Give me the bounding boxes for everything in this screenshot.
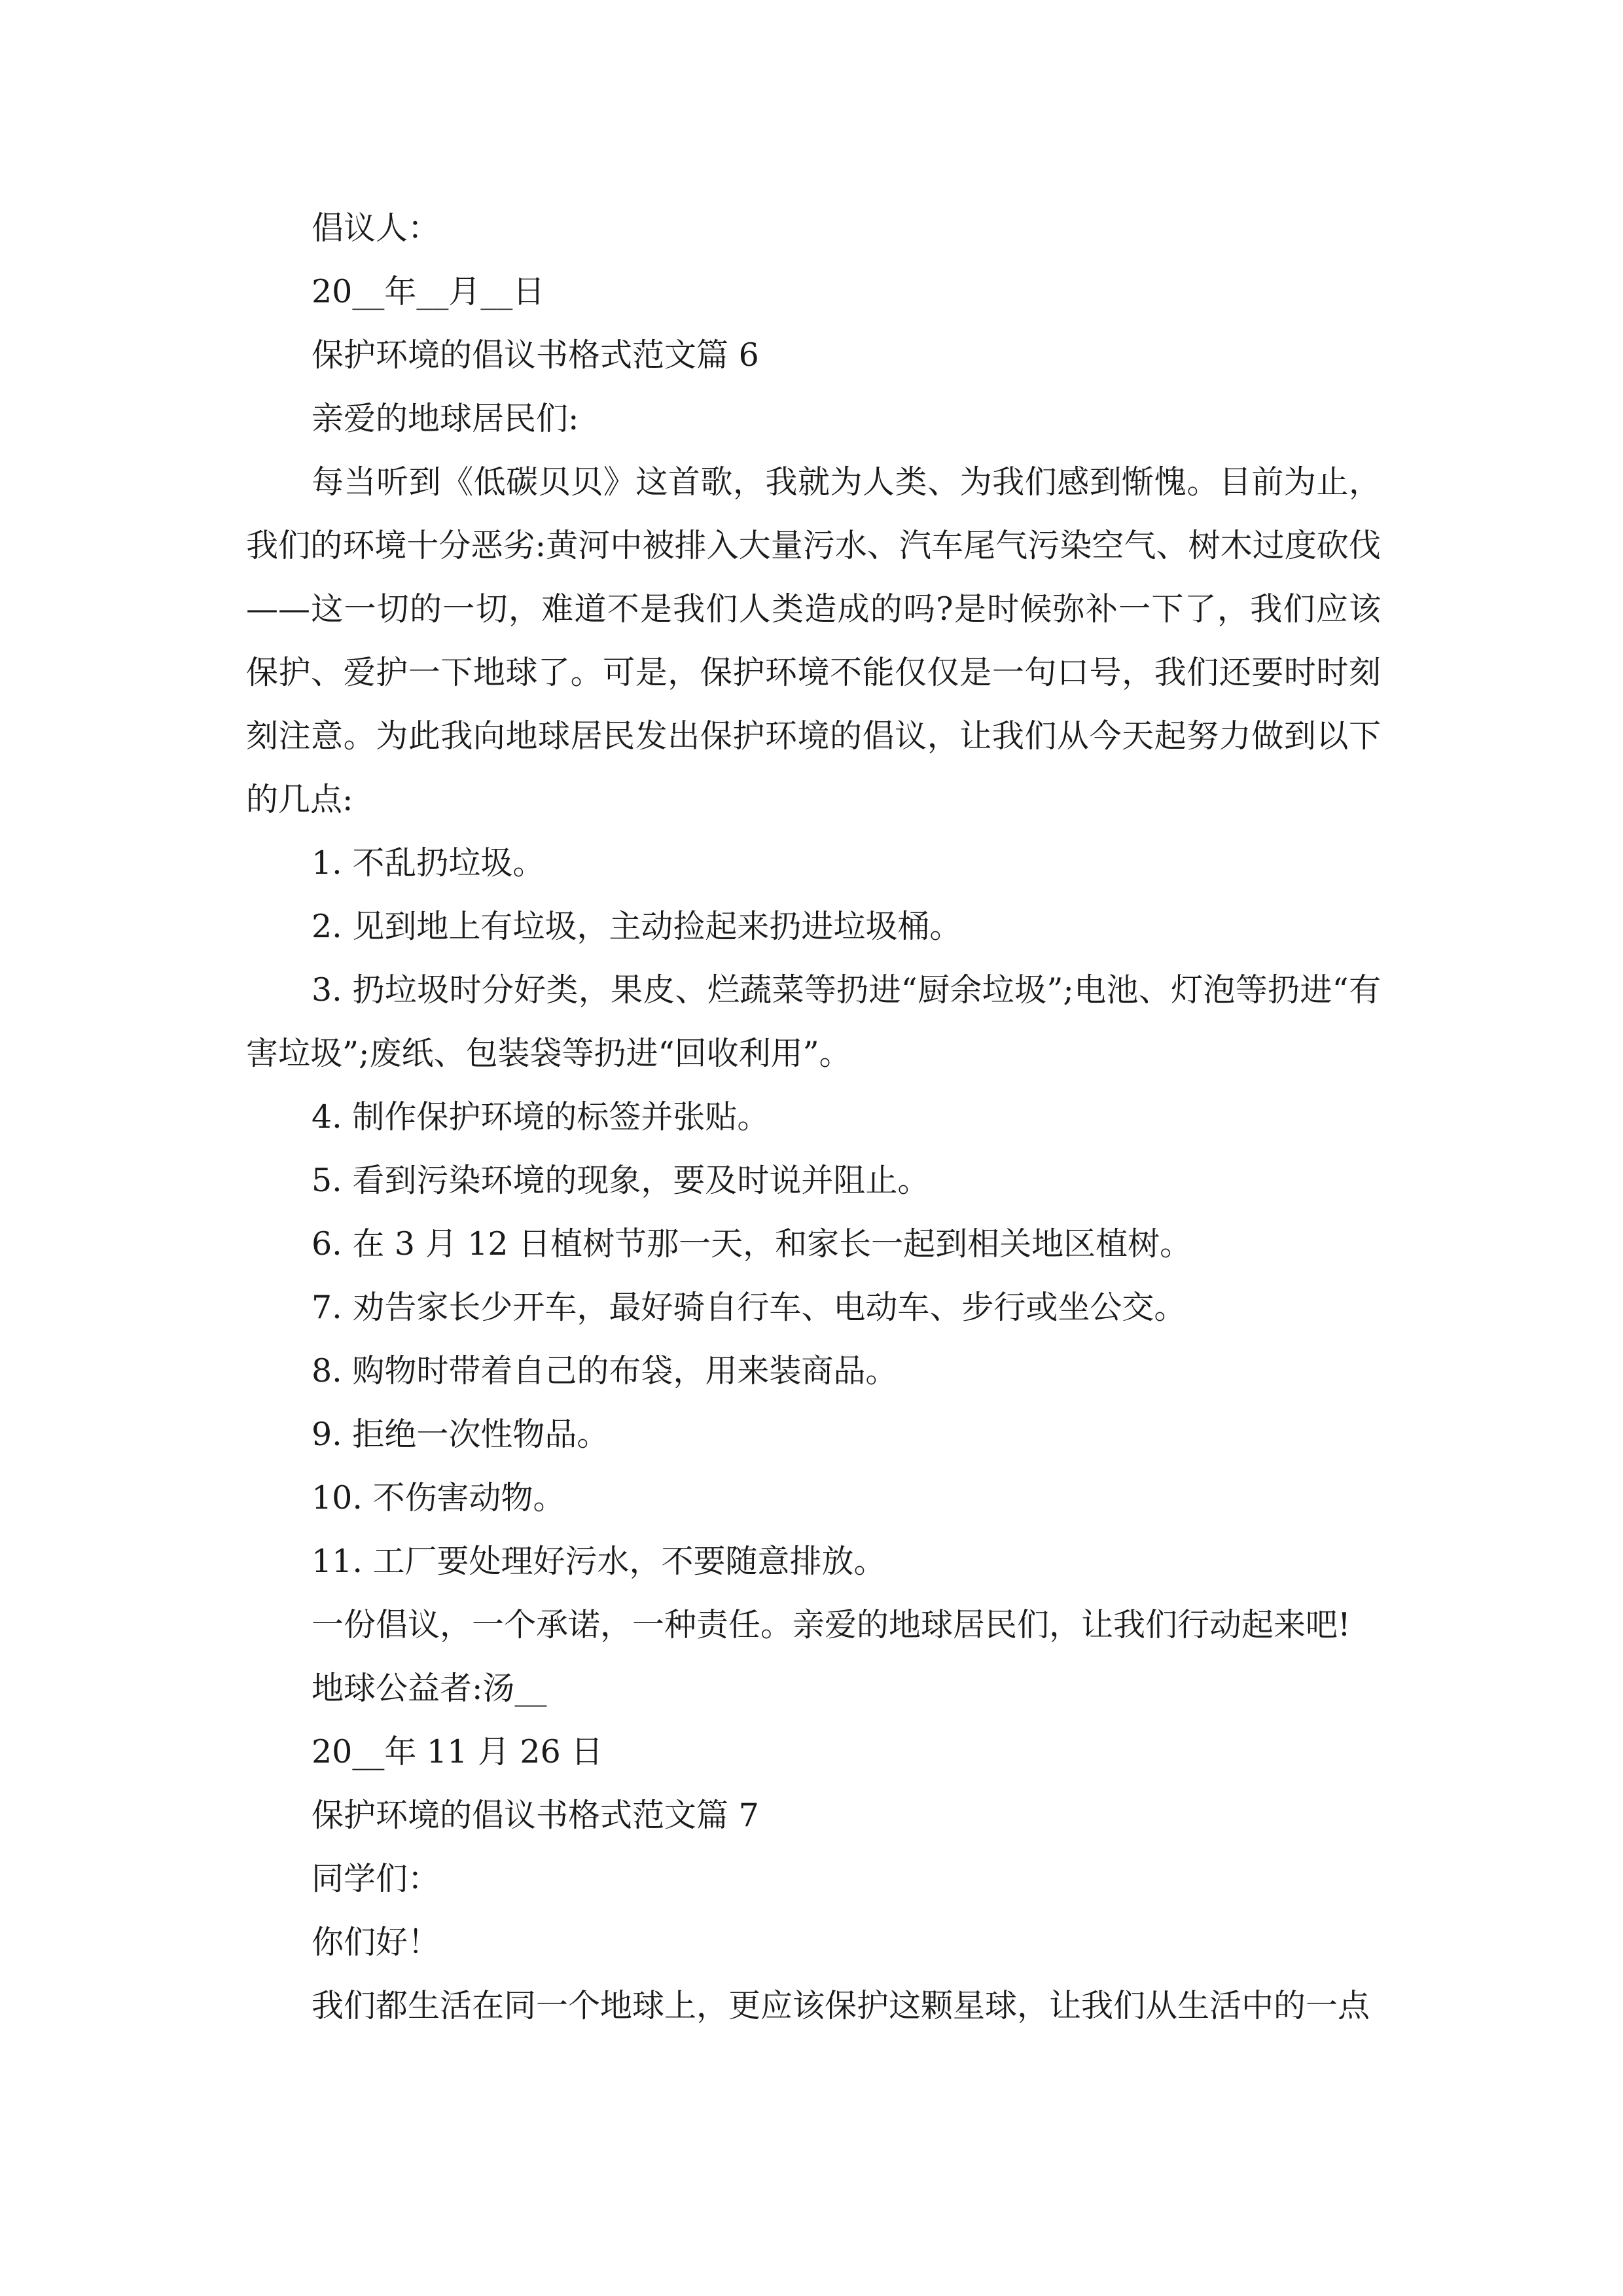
- section-title: 保护环境的倡议书格式范文篇 6: [312, 336, 759, 374]
- list-item: 3. 扔垃圾时分好类，果皮、烂蔬菜等扔进“厨余垃圾”;电池、灯泡等扔进“有害垃圾”;废纸、包装袋等扔进“回收利用”。: [246, 971, 1381, 1072]
- document-body: [246, 196, 1381, 2037]
- date-line: 20__年 11 月 26 日: [312, 1733, 603, 1770]
- list-item: 8. 购物时带着自己的布袋，用来装商品。: [312, 1352, 898, 1390]
- list-item: 6. 在 3 月 12 日植树节那一天，和家长一起到相关地区植树。: [312, 1225, 1192, 1263]
- list-item: 5. 看到污染环境的现象，要及时说并阻止。: [312, 1162, 930, 1199]
- greeting: 你们好！: [312, 1924, 440, 1961]
- salutation: 亲爱的地球居民们:: [312, 400, 579, 437]
- section-title: 保护环境的倡议书格式范文篇 7: [312, 1797, 759, 1834]
- date-line: 20__年__月__日: [312, 273, 545, 310]
- salutation: 同学们：: [312, 1860, 440, 1897]
- list-item: 7. 劝告家长少开车，最好骑自行车、电动车、步行或坐公交。: [312, 1289, 1186, 1326]
- list-item: 10. 不伤害动物。: [312, 1479, 565, 1516]
- list-item: 11. 工厂要处理好污水，不要随意排放。: [312, 1543, 886, 1580]
- list-item: 4. 制作保护环境的标签并张贴。: [312, 1098, 770, 1136]
- list-item: 2. 见到地上有垃圾，主动捡起来扔进垃圾桶。: [312, 908, 962, 945]
- body-paragraph: 每当听到《低碳贝贝》这首歌，我就为人类、为我们感到惭愧。目前为止，我们的环境十分恶劣:黄河中被排入大量污水、汽车尾气污染空气、树木过度砍伐——这一切的一切，难道不是我们人类造成的吗?是时候弥补一下了，我们应该保护、爱护一下地球了。可是，保护环境不能仅仅是一句口号，我们还要时时刻刻注意。为此我向地球居民发出保护环境的倡议，让我们从今天起努力做到以下的几点:: [246, 463, 1381, 818]
- list-item: 9. 拒绝一次性物品。: [312, 1416, 609, 1453]
- signature-label: 倡议人：: [312, 209, 440, 247]
- list-item: 1. 不乱扔垃圾。: [312, 844, 545, 882]
- body-paragraph: 我们都生活在同一个地球上，更应该保护这颗星球，让我们从生活中的一点: [312, 1987, 1370, 2024]
- closing-line: 一份倡议，一个承诺，一种责任。亲爱的地球居民们，让我们行动起来吧!: [312, 1606, 1351, 1643]
- signature: 地球公益者:汤__: [312, 1670, 547, 1707]
